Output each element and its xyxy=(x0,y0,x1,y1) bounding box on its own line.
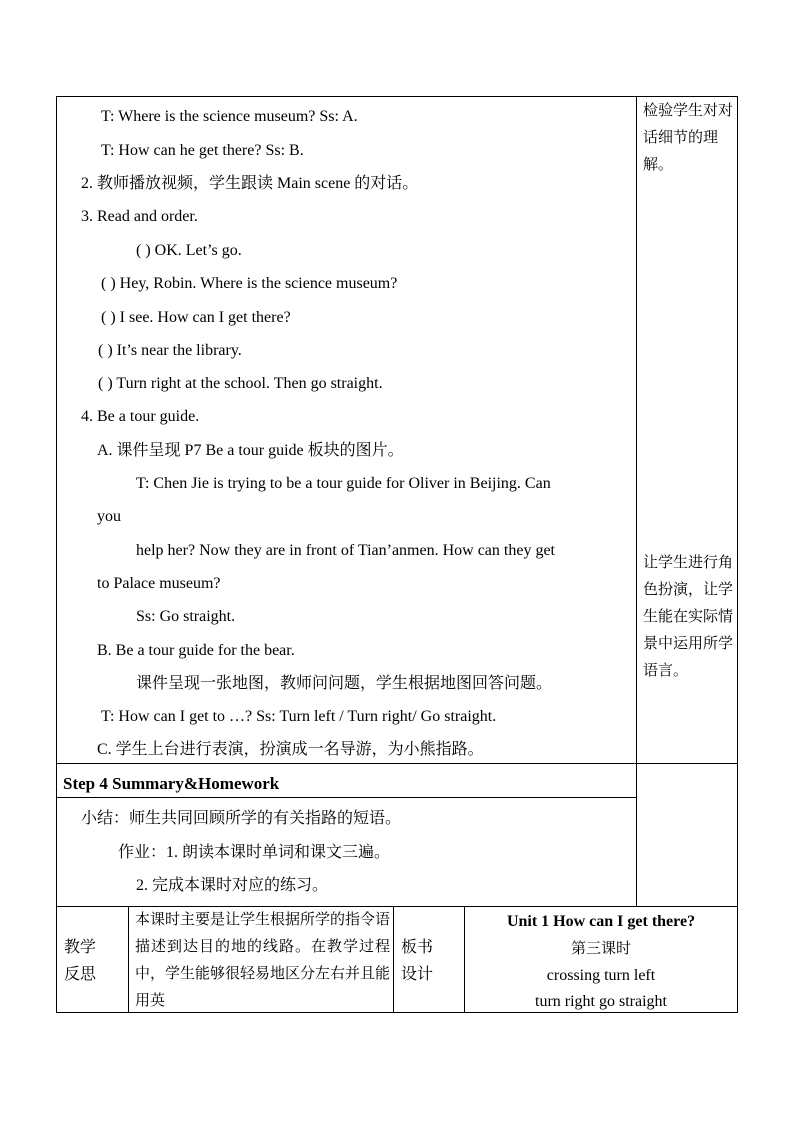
table-right-border xyxy=(737,96,738,1013)
main-line: C. 学生上台进行表演，扮演成一名导游，为小熊指路。 xyxy=(97,741,484,758)
order-item: ( ) Turn right at the school. Then go straight. xyxy=(98,375,383,392)
board-phrases-1: crossing turn left xyxy=(546,967,656,984)
side-note-dialogue: 检验学生对对话细节的理解。 xyxy=(643,103,734,173)
reflection-label: 教学反思 xyxy=(64,939,97,983)
board-subtitle: 第三课时 xyxy=(570,941,631,957)
order-item: ( ) I see. How can I get there? xyxy=(101,309,291,326)
main-line: to Palace museum? xyxy=(97,575,221,592)
step4-heading: Step 4 Summary&Homework xyxy=(63,774,280,793)
board-phrases-2: turn right go straight xyxy=(535,993,667,1010)
main-line: T: How can he get there? Ss: B. xyxy=(101,142,304,159)
main-line: help her? Now they are in front of Tian’anmen. How can they get xyxy=(136,542,555,559)
main-line: 课件呈现一张地图，教师问问题，学生根据地图回答问题。 xyxy=(136,675,553,692)
homework-line: 2. 完成本课时对应的练习。 xyxy=(136,877,329,894)
main-line: 3. Read and order. xyxy=(81,208,198,225)
reflection-text: 本课时主要是让学生根据所学的指令语描述到达目的地的线路。在教学过程中，学生能够很轻易地区分左右并且能用英 xyxy=(135,912,391,1009)
side-note-roleplay: 让学生进行角色扮演，让学生能在实际情景中运用所学语言。 xyxy=(643,555,734,679)
main-line: 4. Be a tour guide. xyxy=(81,408,200,425)
main-line: you xyxy=(97,508,121,525)
table-left-border xyxy=(56,96,57,1013)
main-line: B. Be a tour guide for the bear. xyxy=(97,642,295,659)
main-line: Ss: Go straight. xyxy=(136,608,236,625)
summary-line: 小结：师生共同回顾所学的有关指路的短语。 xyxy=(81,810,402,827)
main-line: T: Chen Jie is trying to be a tour guide for Oliver in Beijing. Can xyxy=(136,475,551,492)
main-line: T: How can I get to …? Ss: Turn left / Turn right/ Go straight. xyxy=(101,708,497,725)
board-label: 板书设计 xyxy=(401,939,434,983)
order-item: ( ) Hey, Robin. Where is the science museum? xyxy=(101,275,398,292)
order-item: ( ) It’s near the library. xyxy=(98,342,242,359)
order-item: ( ) OK. Let’s go. xyxy=(136,242,242,259)
homework-line: 作业：1. 朗读本课时单词和课文三遍。 xyxy=(118,844,391,861)
reflection-text-border xyxy=(393,906,394,1013)
main-line: T: Where is the science museum? Ss: A. xyxy=(101,108,358,125)
step4-heading-border xyxy=(56,797,636,798)
reflection-label-border xyxy=(128,906,129,1013)
main-line: 2. 教师播放视频，学生跟读 Main scene 的对话。 xyxy=(81,175,419,192)
main-line: A. 课件呈现 P7 Be a tour guide 板块的图片。 xyxy=(97,442,404,459)
board-title: Unit 1 How can I get there? xyxy=(506,913,696,930)
notes-column-border xyxy=(636,96,637,907)
